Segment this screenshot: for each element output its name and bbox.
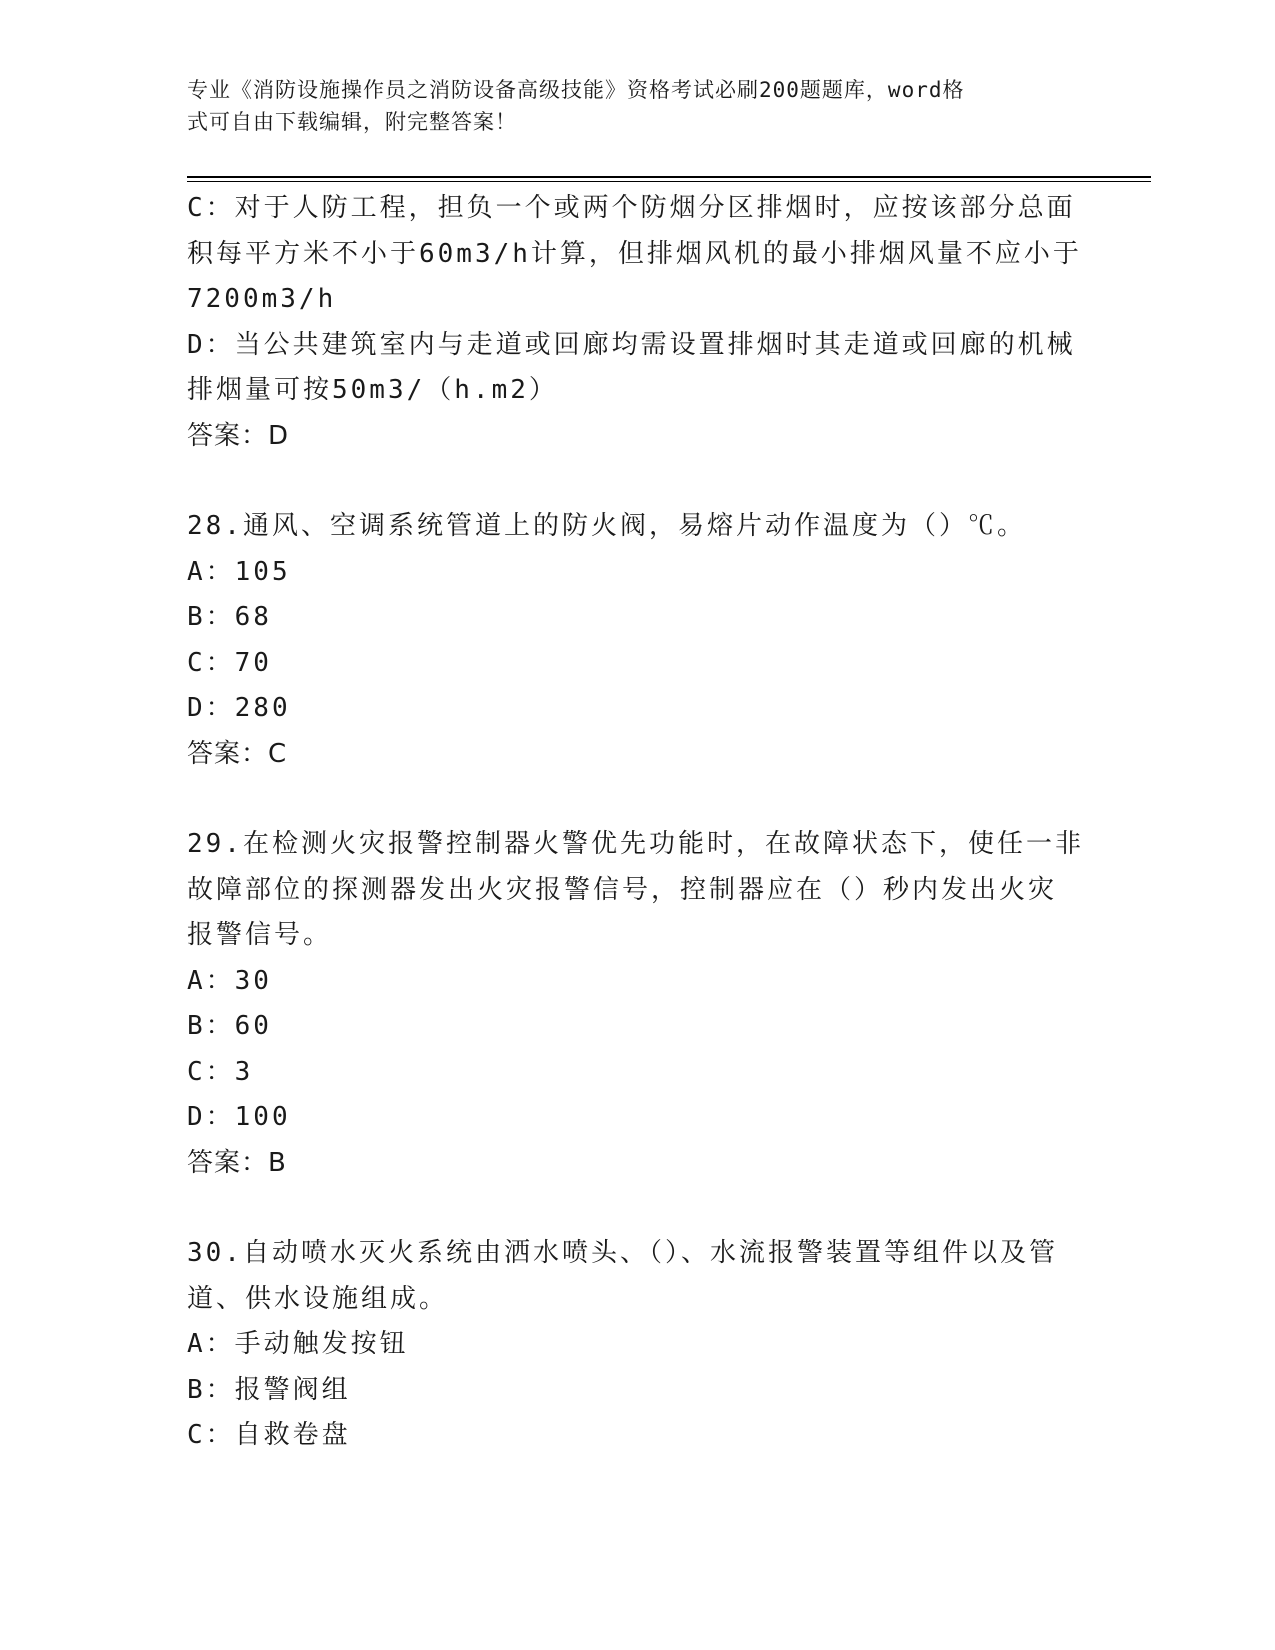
option-c-line-2: 积每平方米不小于60m3/h计算，但排烟风机的最小排烟风量不应小于 [187,238,1082,269]
option-c-line-3: 7200m3/h [187,284,337,314]
question-stem-line-1: 30.自动喷水灭火系统由洒水喷头、（）、水流报警装置等组件以及管 [187,1238,1058,1268]
question-30-block [187,1231,1087,1459]
header-divider-thin [187,181,1151,182]
option-a: A：105 [187,556,291,587]
option-c: C：70 [187,647,272,678]
option-d: D：100 [187,1102,291,1132]
spacer [187,459,1087,504]
question-stem-line-3: 报警信号。 [187,920,333,950]
question-stem-line-2: 故障部位的探测器发出火灾报警信号，控制器应在（）秒内发出火灾 [187,874,1058,905]
option-c: C：自救卷盘 [187,1420,351,1450]
answer-label: 答案：D [187,420,290,451]
option-d-line-1: D：当公共建筑室内与走道或回廊均需设置排烟时其走道或回廊的机械 [187,329,1076,360]
option-d-line-2: 排烟量可按50m3/（h.m2） [187,375,558,405]
option-a: A：30 [187,965,272,996]
option-c-line-1: C：对于人防工程，担负一个或两个防烟分区排烟时，应按该部分总面 [187,193,1076,223]
header-line-1: 专业《消防设施操作员之消防设备高级技能》资格考试必刷200题题库，word格 [187,78,965,102]
prev-question-block [187,186,1087,459]
spacer [187,777,1087,822]
answer-label: 答案：C [187,738,288,769]
question-stem-line-2: 道、供水设施组成。 [187,1283,449,1314]
option-d: D：280 [187,693,291,723]
header-line-2: 式可自由下载编辑，附完整答案！ [187,110,517,134]
option-a: A：手动触发按钮 [187,1329,409,1359]
option-b: B：60 [187,1011,272,1041]
document-header [187,74,1067,138]
question-stem-line-1: 29.在检测火灾报警控制器火警优先功能时，在故障状态下，使任一非 [187,829,1084,859]
option-c: C：3 [187,1056,254,1087]
question-28-block [187,504,1087,777]
option-b: B：报警阀组 [187,1374,351,1405]
question-29-block [187,822,1087,1186]
header-divider-thick [187,176,1151,178]
question-stem: 28.通风、空调系统管道上的防火阀，易熔片动作温度为（）℃。 [187,511,1026,541]
option-b: B：68 [187,602,272,632]
answer-label: 答案：B [187,1147,287,1178]
question-content [187,186,1087,1459]
spacer [187,1186,1087,1231]
